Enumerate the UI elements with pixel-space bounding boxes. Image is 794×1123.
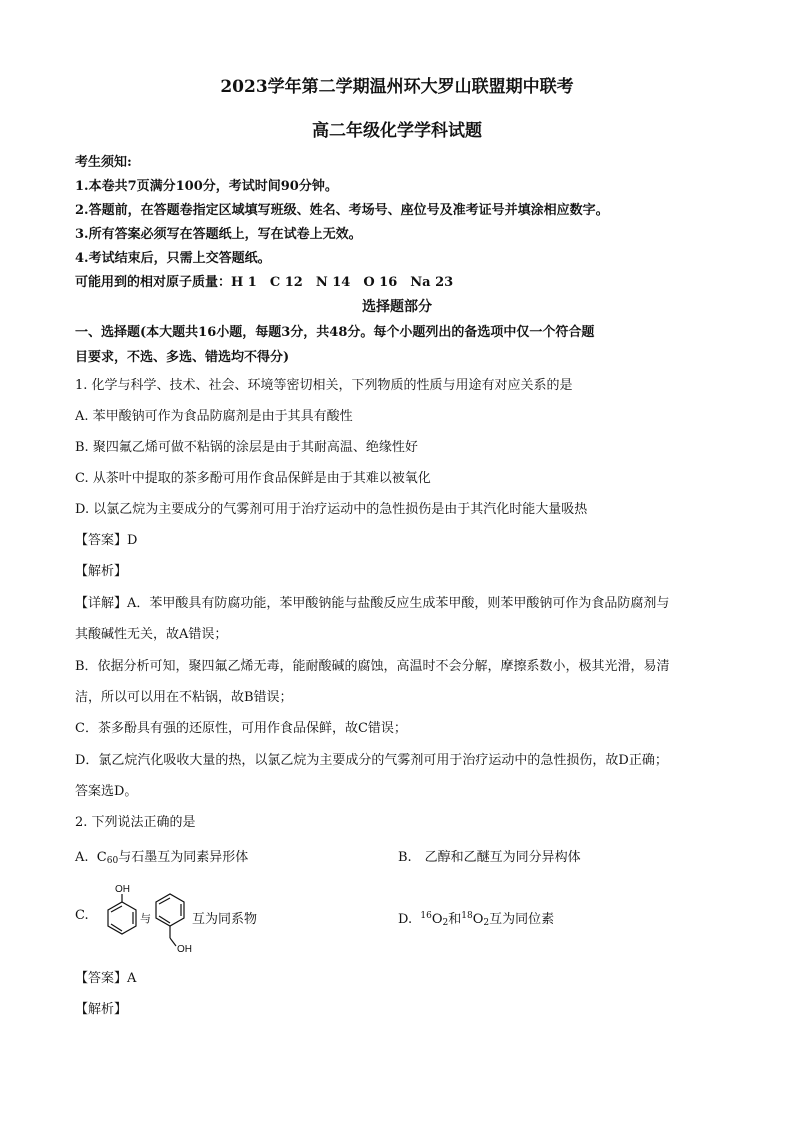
oh-label-1: OH xyxy=(115,884,130,895)
section-instructions-1: 一、选择题(本大题共16小题，每题3分，共48分。每个小题列出的备选项中仅一个符合题 xyxy=(75,325,595,340)
q2-stem: 2. 下列说法正确的是 xyxy=(75,815,196,830)
q1-detail-line-1: 【详解】A．苯甲酸具有防腐功能，苯甲酸钠能与盐酸反应生成苯甲酸，则苯甲酸钠可作为食品防腐剂与 xyxy=(75,596,670,611)
q2-option-b: B. 乙醇和乙醚互为同分异构体 xyxy=(398,850,581,865)
q2-option-c-label: C. xyxy=(75,908,89,923)
q1-detail-line-5: C．茶多酚具有强的还原性，可用作食品保鲜，故C错误； xyxy=(75,721,407,736)
q2-option-c-text: 互为同系物 xyxy=(192,912,258,927)
phenol-and-benzyl-alcohol-structures xyxy=(88,880,198,960)
q2-option-d: D. $^{16}$O2和$^{18}$O2互为同位素 xyxy=(398,911,555,928)
q1-detail-line-6: D．氯乙烷汽化吸收大量的热，以氯乙烷为主要成分的气雾剂可用于治疗运动中的急性损伤，故D正确； xyxy=(75,753,668,768)
q2-answer xyxy=(75,967,136,986)
q1-answer xyxy=(75,529,137,548)
notice-item-1: 1.本卷共7页满分100分，考试时间90分钟。 xyxy=(75,179,338,194)
notice-item-3: 3.所有答案必须写在答题纸上，写在试卷上无效。 xyxy=(75,227,362,242)
q1-analysis-tag: 【解析】 xyxy=(75,564,128,579)
q1-detail-line-4: 洁，所以可以用在不粘锅，故B错误； xyxy=(75,690,293,705)
section-title: 选择题部分 xyxy=(362,299,432,315)
q2-option-a: A. C60与石墨互为同素异形体 xyxy=(75,850,249,866)
exam-subtitle: 高二年级化学学科试题 xyxy=(312,121,482,141)
q1-option-d: D. 以氯乙烷为主要成分的气雾剂可用于治疗运动中的急性损伤是由于其汽化时能大量吸热 xyxy=(75,502,588,517)
connector-yu: 与 xyxy=(140,912,151,925)
section-instructions-2: 目要求，不选、多选、错选均不得分) xyxy=(75,350,290,365)
notice-item-2: 2.答题前，在答题卷指定区域填写班级、姓名、考场号、座位号及准考证号并填涂相应数字。 xyxy=(75,203,609,218)
q2-analysis-tag: 【解析】 xyxy=(75,1002,128,1017)
answer-tag: 【答案】 xyxy=(75,533,128,548)
q1-option-a: A. 苯甲酸钠可作为食品防腐剂是由于其具有酸性 xyxy=(75,409,353,424)
q1-detail-line-3: B．依据分析可知，聚四氟乙烯无毒，能耐酸碱的腐蚀，高温时不会分解，摩擦系数小，极其光滑，易清 xyxy=(75,659,670,674)
notice-item-4: 4.考试结束后，只需上交答题纸。 xyxy=(75,251,271,266)
q1-detail-line-2: 其酸碱性无关，故A错误； xyxy=(75,627,228,642)
q1-option-c: C. 从茶叶中提取的茶多酚可用作食品保鲜是由于其难以被氧化 xyxy=(75,471,431,486)
atomic-masses: 可能用到的相对原子质量：H 1 C 12 N 14 O 16 Na 23 xyxy=(75,275,454,290)
answer-tag: 【答案】 xyxy=(75,971,128,986)
answer-value: A xyxy=(127,971,137,986)
oh-label-2: OH xyxy=(177,944,192,955)
answer-value: D xyxy=(127,533,138,548)
q1-stem: 1. 化学与科学、技术、社会、环境等密切相关，下列物质的性质与用途有对应关系的是 xyxy=(75,378,573,393)
q1-detail-line-7: 答案选D。 xyxy=(75,784,138,799)
notice-heading: 考生须知: xyxy=(75,155,132,170)
q1-option-b: B. 聚四氟乙烯可做不粘锅的涂层是由于其耐高温、绝缘性好 xyxy=(75,440,418,455)
exam-title: 2023学年第二学期温州环大罗山联盟期中联考 xyxy=(220,77,574,97)
